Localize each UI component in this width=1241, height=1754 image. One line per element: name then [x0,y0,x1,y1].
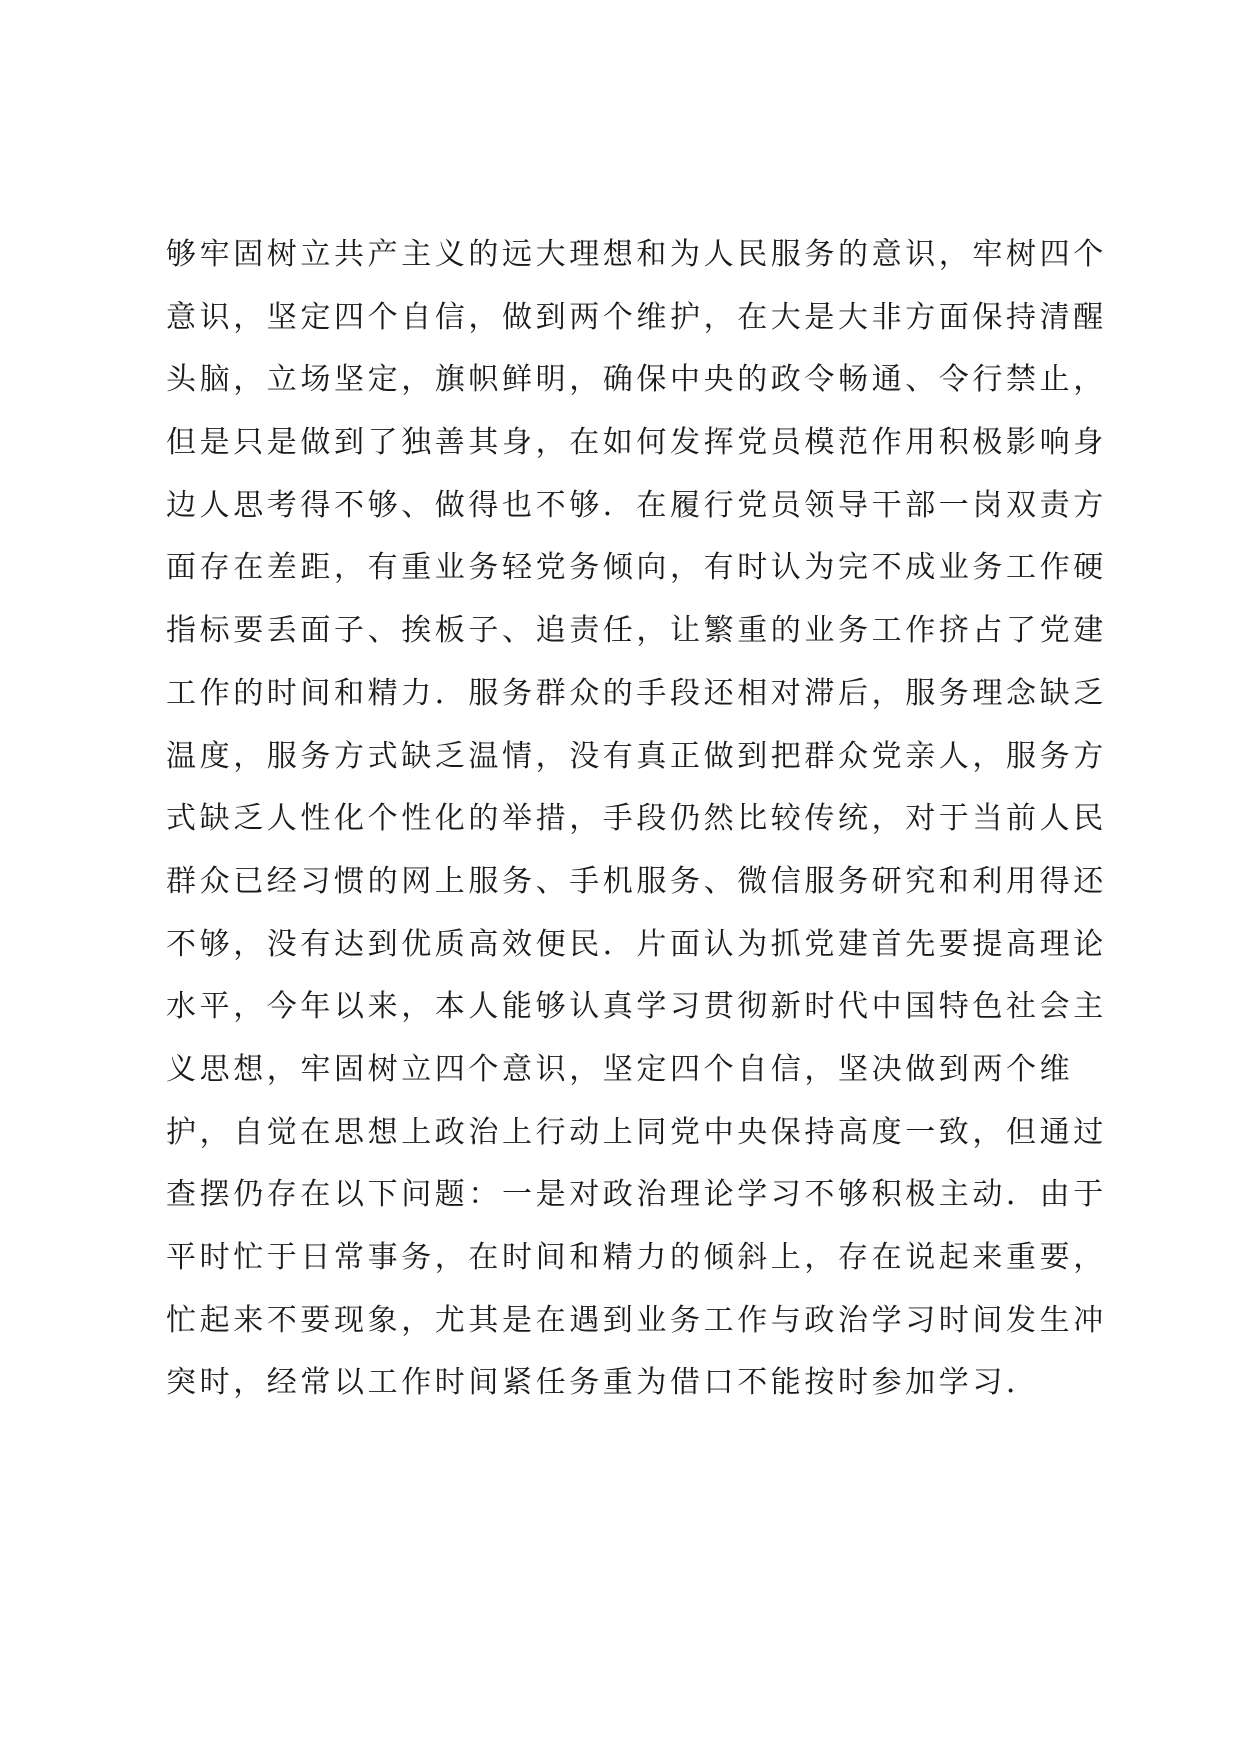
text-line: 面存在差距，有重业务轻党务倾向，有时认为完不成业务工作硬 [166,550,1107,586]
text-line: 式缺乏人性化个性化的举措，手段仍然比较传统，对于当前人民 [166,801,1107,837]
body-text [166,224,1107,1415]
text-line: 护，自觉在思想上政治上行动上同党中央保持高度一致，但通过 [166,1114,1107,1150]
text-line: 边人思考得不够、做得也不够．在履行党员领导干部一岗双责方 [166,487,1107,523]
text-line: 查摆仍存在以下问题：一是对政治理论学习不够积极主动．由于 [166,1177,1107,1213]
text-line: 不够，没有达到优质高效便民．片面认为抓党建首先要提高理论 [166,926,1107,962]
text-line: 够牢固树立共产主义的远大理想和为人民服务的意识，牢树四个 [166,237,1107,272]
text-line: 忙起来不要现象，尤其是在遇到业务工作与政治学习时间发生冲 [166,1302,1107,1338]
text-line: 但是只是做到了独善其身，在如何发挥党员模范作用积极影响身 [166,425,1107,461]
text-line: 群众已经习惯的网上服务、手机服务、微信服务研究和利用得还 [166,863,1107,899]
text-line: 头脑，立场坚定，旗帜鲜明，确保中央的政令畅通、令行禁止， [166,362,1107,398]
text-line: 突时，经常以工作时间紧任务重为借口不能按时参加学习． [166,1365,1040,1401]
text-line: 平时忙于日常事务，在时间和精力的倾斜上，存在说起来重要， [166,1240,1107,1275]
text-line: 温度，服务方式缺乏温情，没有真正做到把群众党亲人，服务方 [166,738,1107,774]
text-line: 指标要丢面子、挨板子、追责任，让繁重的业务工作挤占了党建 [166,613,1107,649]
text-line: 义思想，牢固树立四个意识，坚定四个自信，坚决做到两个维 [166,1051,1074,1087]
text-line: 工作的时间和精力．服务群众的手段还相对滞后，服务理念缺乏 [166,675,1107,711]
text-line: 意识，坚定四个自信，做到两个维护，在大是大非方面保持清醒 [166,299,1107,335]
text-line: 水平，今年以来，本人能够认真学习贯彻新时代中国特色社会主 [166,989,1107,1025]
